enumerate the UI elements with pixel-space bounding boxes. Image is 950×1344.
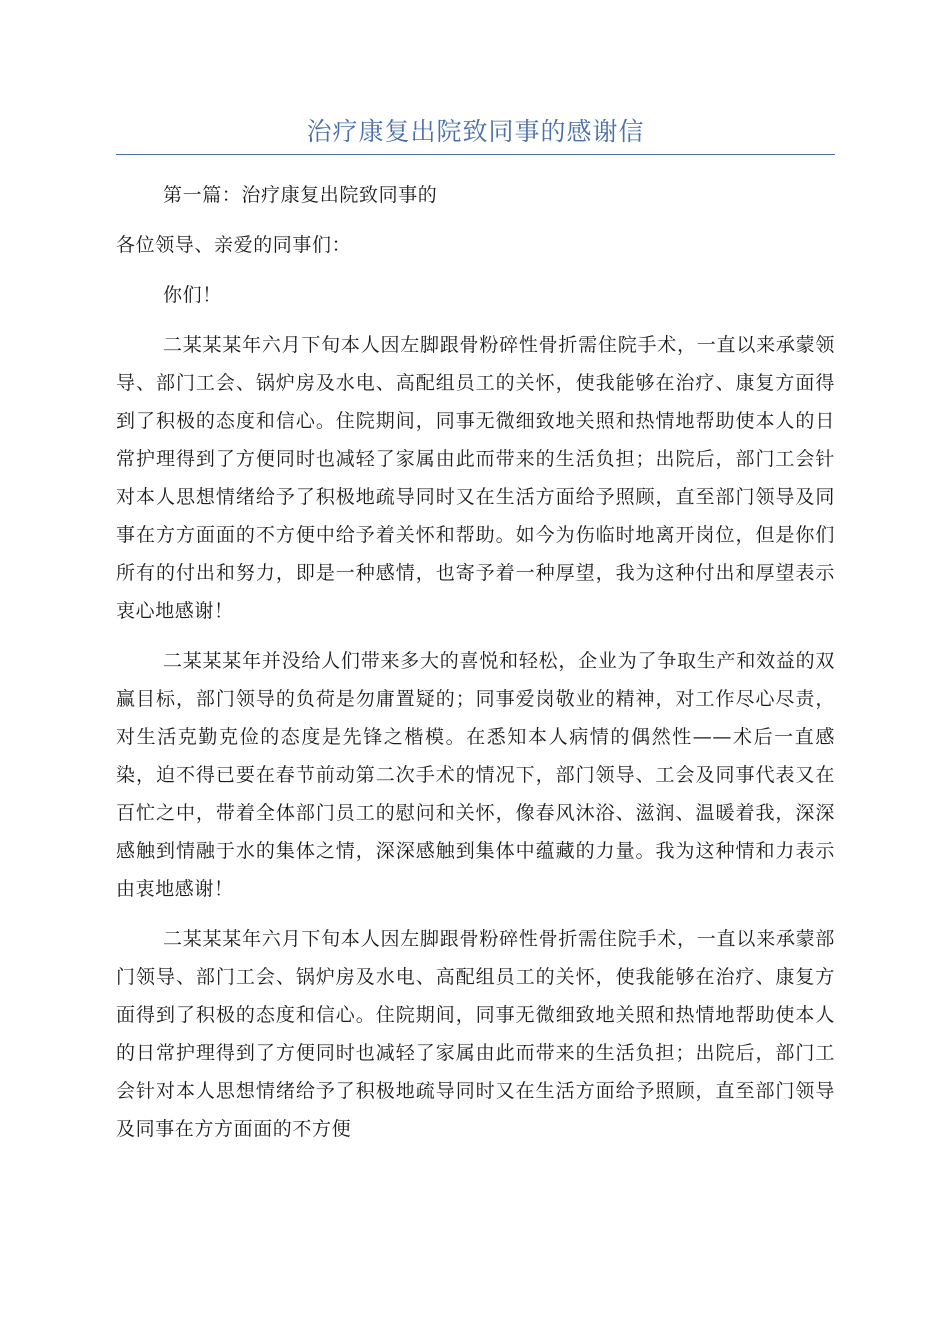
document-body: [116, 176, 835, 1160]
document-title: 治疗康复出院致同事的感谢信: [306, 117, 645, 146]
greeting-line: 你们！: [163, 284, 222, 306]
title-underline: [116, 154, 835, 155]
body-paragraph-2: 二某某某年并没给人们带来多大的喜悦和轻松，企业为了争取生产和效益的双赢目标，部门领导的负荷是勿庸置疑的；同事爱岗敬业的精神，对工作尽心尽责，对生活克勤克俭的态度是先锋之楷模。在悉知本人病情的偶然性——术后一直感染，迫不得已要在春节前动第二次手术的情况下，部门领导、工会及同事代表又在百忙之中，带着全体部门员工的慰问和关怀，像春风沐浴、滋润、温暖着我，深深感触到情融于水的集体之情，深深感触到集体中蕴藏的力量。我为这种情和力表示由衷地感谢！: [116, 650, 835, 900]
section-heading: 第一篇：治疗康复出院致同事的: [163, 184, 438, 206]
body-paragraph-1: 二某某某年六月下旬本人因左脚跟骨粉碎性骨折需住院手术，一直以来承蒙领导、部门工会、锅炉房及水电、高配组员工的关怀，使我能够在治疗、康复方面得到了积极的态度和信心。住院期间，同事无微细致地关照和热情地帮助使本人的日常护理得到了方便同时也减轻了家属由此而带来的生活负担；出院后，部门工会针对本人思想情绪给予了积极地疏导同时又在生活方面给予照顾，直至部门领导及同事在方方面面的不方便中给予着关怀和帮助。如今为伤临时地离开岗位，但是你们所有的付出和努力，即是一种感情，也寄予着一种厚望，我为这种付出和厚望表示衷心地感谢！: [116, 334, 835, 622]
body-paragraph-3: 二某某某年六月下旬本人因左脚跟骨粉碎性骨折需住院手术，一直以来承蒙部门领导、部门工会、锅炉房及水电、高配组员工的关怀，使我能够在治疗、康复方面得到了积极的态度和信心。住院期间，同事无微细致地关照和热情地帮助使本人的日常护理得到了方便同时也减轻了家属由此而带来的生活负担；出院后，部门工会针对本人思想情绪给予了积极地疏导同时又在生活方面给予照顾，直至部门领导及同事在方方面面的不方便: [116, 928, 835, 1140]
salutation: 各位领导、亲爱的同事们：: [116, 234, 352, 256]
